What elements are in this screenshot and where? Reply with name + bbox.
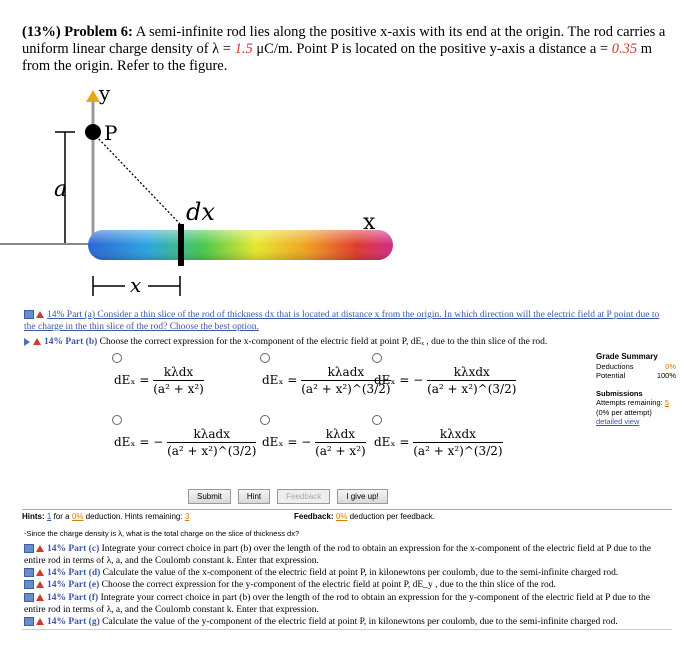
dx-label: dx [186, 198, 215, 226]
y-axis-arrow [86, 90, 100, 102]
warning-icon [36, 581, 44, 588]
part-a[interactable] [24, 309, 672, 333]
warning-icon [33, 338, 41, 345]
radio-button[interactable] [260, 415, 270, 425]
radio-button[interactable] [372, 353, 382, 363]
choice-6[interactable]: dEₓ = $\frac{\text{kλxdx}}{\text{(a² + x²)\textasciicircum{}(3/2)}}$ [372, 415, 522, 475]
point-p [85, 124, 101, 140]
part-b [24, 336, 672, 348]
check-icon [24, 568, 34, 577]
feedback-button[interactable]: Feedback [277, 489, 330, 504]
detailed-view-link[interactable]: detailed view [596, 417, 640, 426]
rod-figure [0, 84, 684, 304]
warning-icon [36, 569, 44, 576]
choice-5[interactable]: dEₓ = − $\frac{\text{kλdx}}{\text{(a² + x²)}}$ [260, 415, 410, 475]
warning-icon [36, 545, 44, 552]
hints-bar: Hints: 1 for a 0% deduction. Hints remaining: 3 Feedback: 0% deduction per feedback. [22, 509, 672, 523]
part-f[interactable]: 14% Part (f) Integrate your correct choice in part (b) over the length of the rod to obtain an expression for the y-component of the electric field at P due to the entire rod in terms of λ, a, and the Coulomb constant k. Enter that expression. [24, 593, 650, 615]
expand-arrow-icon[interactable] [24, 338, 30, 346]
problem-heading: (13%) Problem 6: [22, 24, 133, 40]
divider [22, 629, 672, 630]
choice-4[interactable]: dEₓ = − $\frac{\text{kλadx}}{\text{(a² + x²)\textasciicircum{}(3/2)}}$ [112, 415, 262, 475]
problem-text-1: A semi-infinite rod lies along the positive x-axis with its end at the origin. The rod carries a uniform linear charge density of λ = [22, 24, 666, 57]
choice-1[interactable]: dEₓ = $\frac{\text{kλdx}}{\text{(a² + x²)}}$ [112, 353, 262, 413]
warning-icon [36, 594, 44, 601]
grade-summary: Grade Summary Deductions 0% Potential 100% Submissions Attempts remaining: 5 (0% per attempt) detailed view [596, 352, 676, 426]
hint-text: -Since the charge density is λ, what is the total charge on the slice of thickness dx? [24, 529, 300, 538]
y-axis-label: y [99, 84, 111, 105]
give-up-button[interactable]: I give up! [337, 489, 387, 504]
a-value: 0.35 [611, 41, 638, 57]
potential-value: 100% [656, 371, 676, 380]
x-dimension-label: x [130, 273, 142, 297]
check-icon [24, 310, 34, 319]
radio-button[interactable] [260, 353, 270, 363]
hint-button[interactable]: Hint [238, 489, 270, 504]
grade-title: Grade Summary [596, 352, 658, 361]
choice-3[interactable]: dEₓ = − $\frac{\text{kλxdx}}{\text{(a² + x²)\textasciicircum{}(3/2)}}$ [372, 353, 522, 413]
action-buttons [188, 486, 391, 504]
submit-button[interactable]: Submit [188, 489, 231, 504]
problem-text-3: m from the origin. Refer to the figure. [22, 41, 652, 74]
check-icon [24, 580, 34, 589]
answer-choices [112, 353, 582, 477]
x-axis-label: x [363, 210, 376, 235]
point-p-label: P [104, 121, 118, 145]
part-a-text[interactable]: 14% Part (a) Consider a thin slice of the rod of thickness dx that is located at distance x from the origin. In which direction will the electric field at P point due to the charge in the thin slice of the rod? Choose the best option. [24, 310, 660, 332]
lambda-value: 1.5 [234, 41, 253, 57]
radio-button[interactable] [372, 415, 382, 425]
hints-remaining: 3 [184, 512, 190, 521]
part-g[interactable]: 14% Part (g) Calculate the value of the y-component of the electric field at point P, in kilonewtons per coulomb, due to the semi-infinite charged rod. [24, 616, 672, 628]
part-b-label: 14% Part (b) [44, 337, 98, 347]
check-icon [24, 593, 34, 602]
choice-2[interactable]: dEₓ = $\frac{\text{kλadx}}{\text{(a² + x²)\textasciicircum{}(3/2)}}$ [260, 353, 410, 413]
dx-slice [178, 224, 184, 266]
problem-text-2: μC/m. Point P is located on the positive y-axis a distance a = [252, 41, 612, 57]
part-d[interactable]: 14% Part (d) Calculate the value of the x-component of the electric field at point P, in kilonewtons per coulomb, due to the semi-infinite charged rod. [24, 567, 672, 579]
attempts-remaining: 5 [664, 398, 669, 407]
warning-icon [36, 618, 44, 625]
part-e[interactable]: 14% Part (e) Choose the correct expression for the y-component of the electric field at point P, dE_y , due to the thin slice of the rod. [24, 579, 672, 591]
radio-button[interactable] [112, 415, 122, 425]
deductions-value: 0% [665, 361, 676, 371]
a-dimension-label: a [54, 177, 68, 202]
radio-button[interactable] [112, 353, 122, 363]
problem-statement [22, 24, 672, 75]
part-b-text: Choose the correct expression for the x-component of the electric field at point P, dEₓ , due to the thin slice of the rod. [99, 337, 548, 347]
check-icon [24, 617, 34, 626]
part-c[interactable]: 14% Part (c) Integrate your correct choice in part (b) over the length of the rod to obtain an expression for the x-component of the electric field at P due to the entire rod in terms of λ, a, and the Coulomb constant k. Enter that expression. [24, 544, 651, 566]
check-icon [24, 544, 34, 553]
warning-icon [36, 311, 44, 318]
